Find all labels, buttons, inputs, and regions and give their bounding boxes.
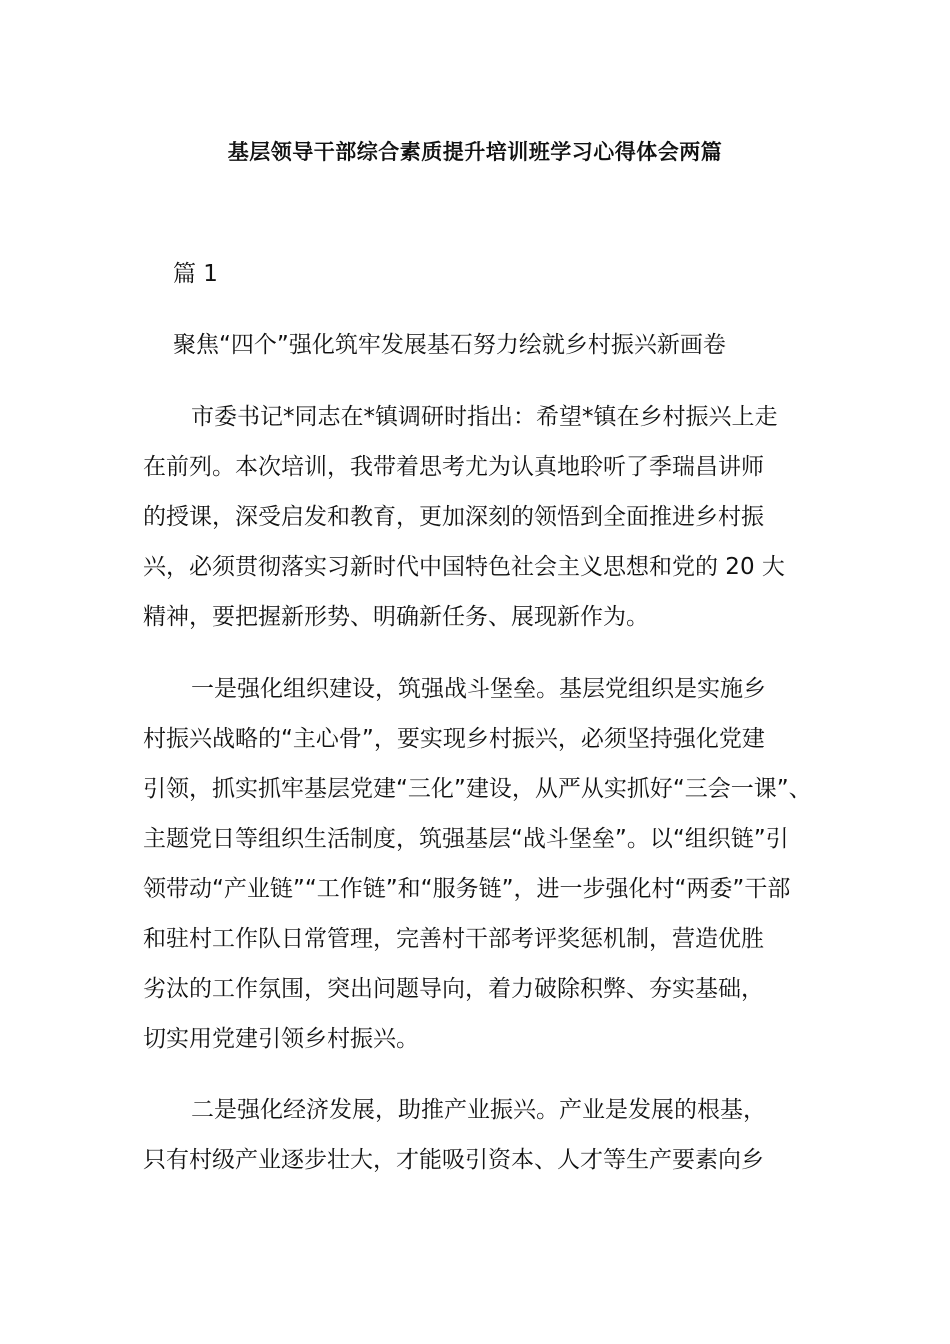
paragraph-line: 一是强化组织建设，筑强战斗堡垒。基层党组织是实施乡 [191, 676, 766, 702]
paragraph-line: 兴，必须贯彻落实习新时代中国特色社会主义思想和党的 20 大 [143, 554, 785, 580]
paragraph-economy [143, 1090, 813, 1190]
paragraph-line: 精神，要把握新形势、明确新任务、展现新作为。 [143, 604, 649, 630]
paragraph-line: 村振兴战略的“主心骨”，要实现乡村振兴，必须坚持强化党建 [143, 726, 765, 752]
paragraph-line: 引领，抓实抓牢基层党建“三化”建设，从严从实抓好“三会一课”、 [143, 776, 812, 802]
paragraph-line: 只有村级产业逐步壮大，才能吸引资本、人才等生产要素向乡 [143, 1147, 764, 1173]
section-label: 篇 1 [173, 261, 218, 287]
paragraph-line: 主题党日等组织生活制度，筑强基层“战斗堡垒”。以“组织链”引 [143, 826, 789, 852]
paragraph-organization [143, 669, 813, 1069]
paragraph-line: 劣汰的工作氛围，突出问题导向，着力破除积弊、夯实基础， [143, 976, 764, 1002]
document-title: 基层领导干部综合素质提升培训班学习心得体会两篇 [227, 140, 723, 164]
paragraph-intro [143, 397, 813, 647]
paragraph-line: 的授课，深受启发和教育，更加深刻的领悟到全面推进乡村振 [143, 504, 764, 530]
paragraph-line: 在前列。本次培训，我带着思考尤为认真地聆听了季瑞昌讲师 [143, 454, 764, 480]
paragraph-line: 市委书记*同志在*镇调研时指出：希望*镇在乡村振兴上走 [191, 404, 778, 430]
paragraph-line: 和驻村工作队日常管理，完善村干部考评奖惩机制，营造优胜 [143, 926, 764, 952]
paragraph-line: 二是强化经济发展，助推产业振兴。产业是发展的根基， [191, 1097, 766, 1123]
paragraph-line: 切实用党建引领乡村振兴。 [143, 1026, 419, 1052]
paragraph-line: 领带动“产业链”“工作链”和“服务链”，进一步强化村“两委”干部 [143, 876, 791, 902]
article-subtitle: 聚焦“四个”强化筑牢发展基石努力绘就乡村振兴新画卷 [173, 332, 726, 358]
